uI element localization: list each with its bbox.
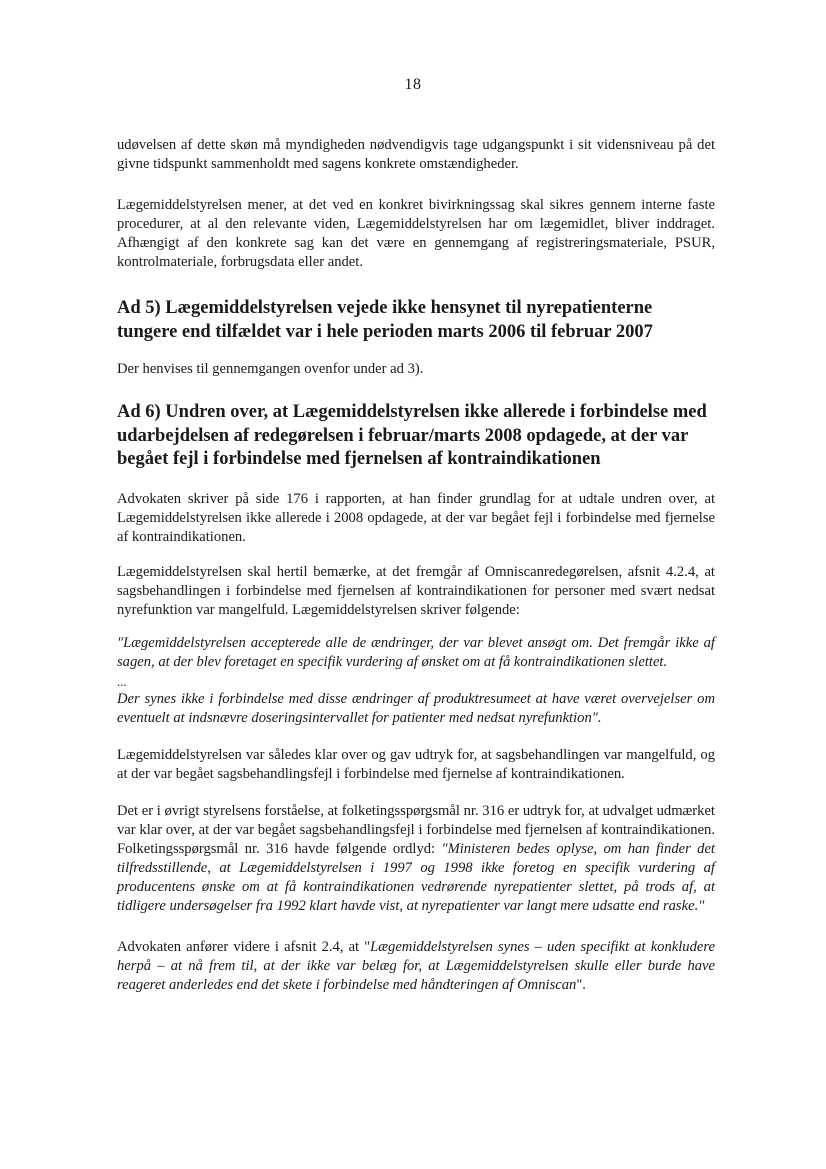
paragraph-text: Advokaten anfører videre i afsnit 2.4, at " bbox=[117, 938, 371, 955]
quote-text: "Ministeren bedes oplyse, om han finder det tilfredsstillende, at Lægemiddelstyrelsen i 1997 og 1998 ikke foretog en specifik vurdering af producentens ønske om at få kontraindikationen vedrørende nyrepatienter slettet, på trods af, at tidligere undersøgelser fra 1992 klart havde vist, at nyrepatienter var langt mere udsatte end raske." bbox=[117, 840, 715, 914]
paragraph: Der henvises til gennemgangen ovenfor under ad 3). bbox=[117, 361, 424, 377]
quote-text: Der synes ikke i forbindelse med disse ændringer af produktresumeet at have været overvejelser om eventuelt at indsnævre doseringsintervallet for patienter med nedsat nyrefunktion". bbox=[117, 690, 715, 726]
paragraph: Lægemiddelstyrelsen mener, at det ved en konkret bivirkningssag skal sikres gennem interne faste procedurer, at al den relevante viden, Lægemiddelstyrelsen har om lægemidlet, bliver inddraget. Afhængigt af den konkrete sag kan det være en gennemgang af registreringsmateriale, PSUR, kontrolmateriale, forbrugsdata eller andet. bbox=[117, 197, 715, 270]
quote-text: "Lægemiddelstyrelsen accepterede alle de ændringer, der var blevet ansøgt om. Det fremgår ikke af sagen, at der blev foretaget en specifik vurdering af ønsket om at få kontraindikationen slettet. bbox=[117, 634, 715, 670]
quote-text: Lægemiddelstyrelsen synes – uden specifikt at konkludere herpå – at nå frem til, at der ikke var belæg for, at Lægemiddelstyrelsen skulle eller burde have reageret anderledes end det skete i forbindelse med håndteringen af Omniscan bbox=[117, 938, 715, 993]
page-content bbox=[117, 136, 715, 995]
quote-ellipsis: ... bbox=[117, 673, 127, 689]
paragraph bbox=[117, 802, 715, 916]
quote-paragraph bbox=[117, 690, 715, 728]
paragraph bbox=[117, 938, 715, 995]
paragraph: Advokaten skriver på side 176 i rapporten, at han finder grundlag for at udtale undren over, at Lægemiddelstyrelsen ikke allerede i 2008 opdagede, at der var begået fejl i forbindelse med fjernelse af kontraindikationen. bbox=[117, 490, 715, 545]
paragraph: Lægemiddelstyrelsen var således klar over og gav udtryk for, at sagsbehandlingen var mangelfuld, og at der var begået sagsbehandlingsfejl i forbindelse med fjernelse af kontraindikationen. bbox=[117, 746, 715, 782]
paragraph: udøvelsen af dette skøn må myndigheden nødvendigvis tage udgangspunkt i sit vidensniveau på det givne tidspunkt sammenholdt med sagens konkrete omstændigheder. bbox=[117, 137, 715, 172]
paragraph-text: ". bbox=[576, 976, 586, 993]
quote-paragraph bbox=[117, 634, 715, 672]
paragraph-text: Det er i øvrigt styrelsens forståelse, at folketingsspørgsmål nr. 316 er udtryk for, at udvalget udmærket var klar over, at der var begået sagsbehandlingsfejl i forbindelse med fjernelsen af kontraindikationen. Folketingsspørgsmål nr. 316 havde følgende ordlyd: bbox=[117, 802, 715, 857]
paragraph: Lægemiddelstyrelsen skal hertil bemærke, at det fremgår af Omniscanredegørelsen, afsnit 4.2.4, at sagsbehandlingen i forbindelse med fjernelsen af kontraindikationen for personer med svært nedsat nyrefunktion var mangelfuld. Lægemiddelstyrelsen skriver følgende: bbox=[117, 563, 715, 618]
section-heading: Ad 5) Lægemiddelstyrelsen vejede ikke hensynet til nyrepatienterne tungere end tilfældet var i hele perioden marts 2006 til februar 2007 bbox=[117, 298, 653, 342]
section-heading: Ad 6) Undren over, at Lægemiddelstyrelsen ikke allerede i forbindelse med udarbejdelsen af redegørelsen i februar/marts 2008 opdagede, at der var begået fejl i forbindelse med fjernelsen af kontraindikationen bbox=[117, 402, 707, 469]
page-number: 18 bbox=[404, 76, 422, 93]
